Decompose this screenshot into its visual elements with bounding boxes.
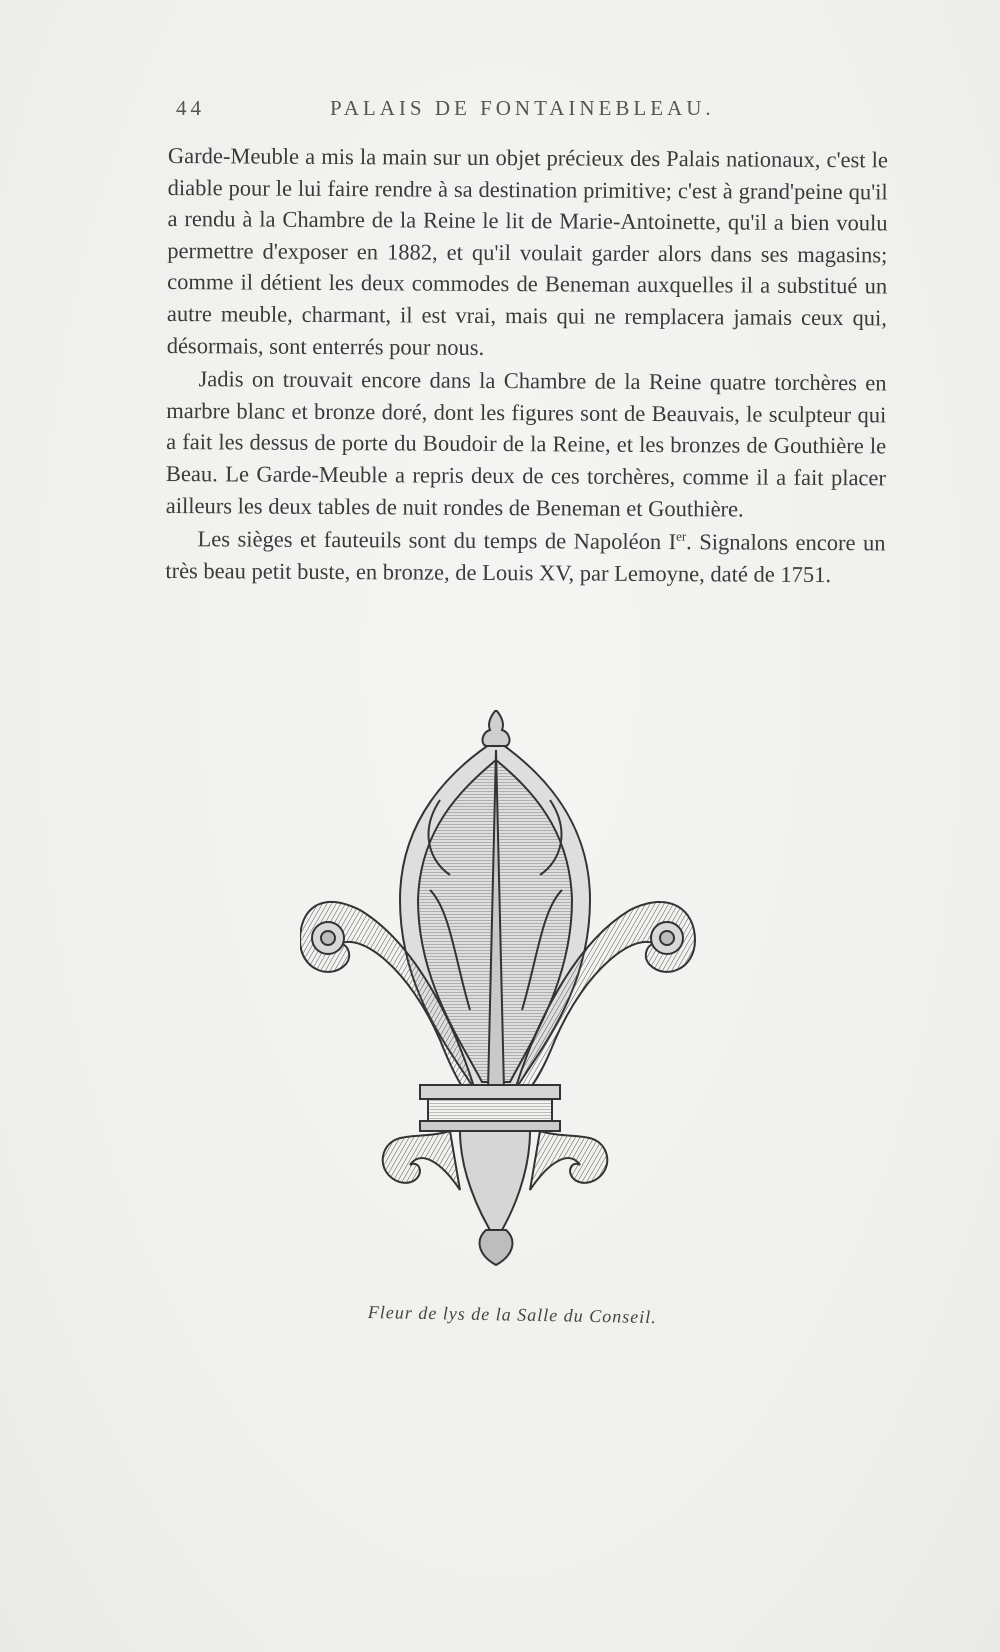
body-text bbox=[165, 140, 888, 591]
paragraph: Garde-Meuble a mis la main sur un objet précieux des Palais nationaux, c'est le diable pour le lui faire rendre à sa destination primitive; c'est à grand'peine qu'il a rendu à la Chambre de la Reine le lit de Marie-Antoinette, qu'il a bien voulu permettre d'exposer en 1882, et qu'il voulait garder alors dans ses magasins; comme il détient les deux commodes de Beneman auxquelles il a substitué un autre meuble, charmant, il est vrai, mais qui ne remplacera jamais ceux qui, désormais, sont enterrés pour nous. bbox=[166, 142, 888, 360]
figure-caption: Fleur de lys de la Salle du Conseil. bbox=[367, 1302, 657, 1328]
page-number: 44 bbox=[176, 96, 205, 120]
fleur-de-lys-engraving-icon bbox=[300, 710, 740, 1290]
superscript: er bbox=[676, 528, 687, 544]
paragraph: Jadis on trouvait encore dans la Chambre de la Reine quatre torchères en marbre blanc et bronze doré, dont les figures sont de Beauvais, le sculpteur qui a fait les dessus de porte du Boudoir de la Reine, et les bronzes de Gouthière le Beau. Le Garde-Meuble a repris deux de ces torchères, comme il a fait placer ailleurs les deux tables de nuit rondes de Beneman et Gouthière. bbox=[165, 366, 887, 522]
central-petal bbox=[400, 710, 590, 1090]
lower-lobes bbox=[383, 1131, 608, 1265]
paragraph-text: Les sièges et fauteuils sont du temps de Napoléon I bbox=[197, 526, 677, 555]
running-title: PALAIS DE FONTAINEBLEAU. bbox=[330, 96, 715, 120]
paragraph-text: . Signalons encore un très beau petit buste, en bronze, de Louis XV, par Lemoyne, daté de 1751. bbox=[165, 529, 886, 587]
binding-band bbox=[420, 1085, 560, 1131]
paragraph bbox=[165, 523, 885, 591]
